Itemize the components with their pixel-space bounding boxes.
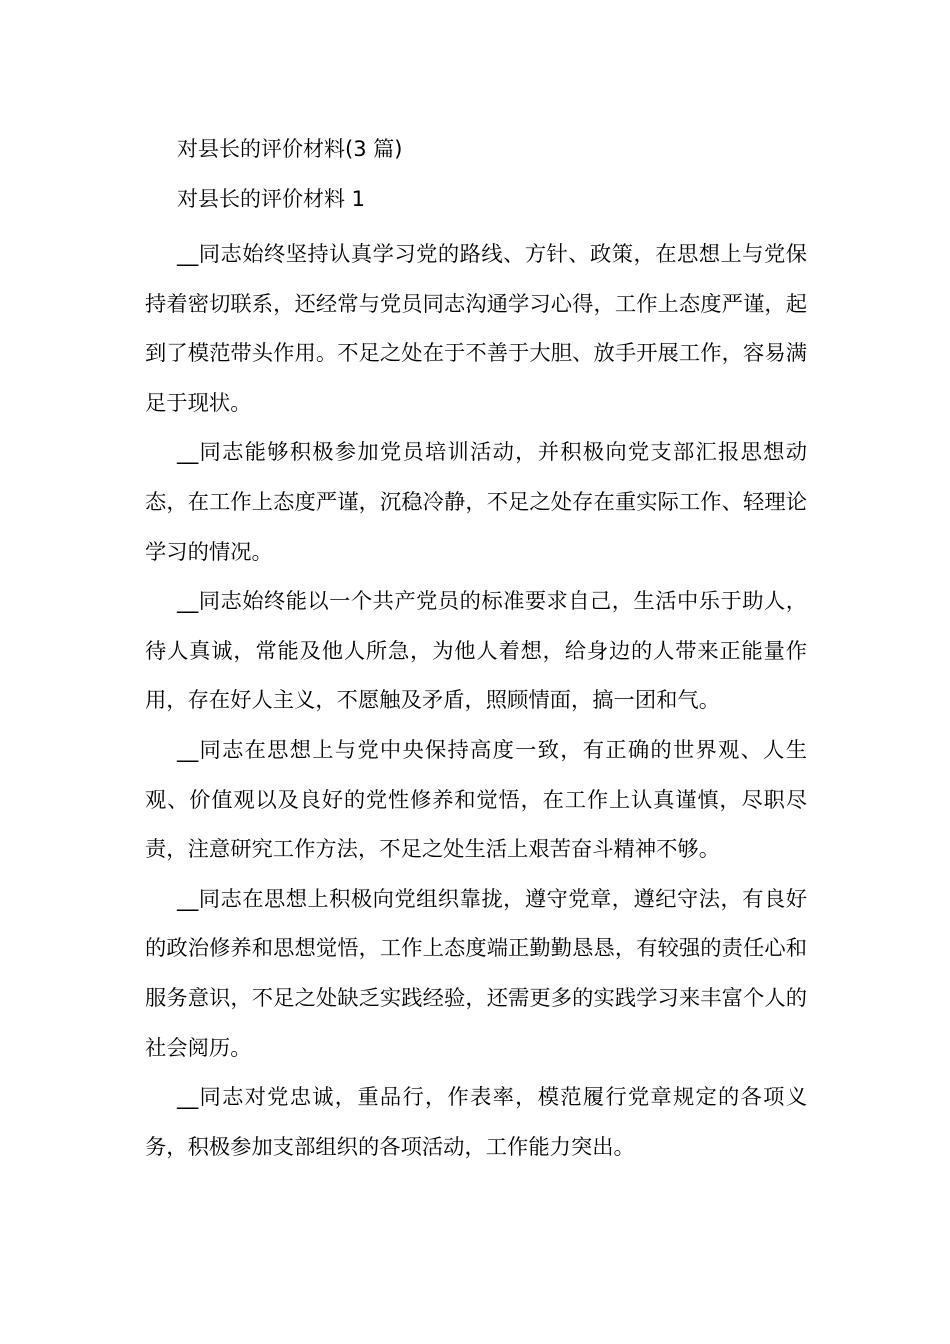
paragraph-2: __同志能够积极参加党员培训活动，并积极向党支部汇报思想动态，在工作上态度严谨，沉稳冷静，不足之处存在重实际工作、轻理论学习的情况。 [145, 440, 807, 565]
paragraph-5: __同志在思想上积极向党组织靠拢，遵守党章，遵纪守法，有良好的政治修养和思想觉悟，工作上态度端正勤勤恳恳，有较强的责任心和服务意识，不足之处缺乏实践经验，还需更多的实践学习来丰富个人的社会阅历。 [145, 886, 807, 1061]
paragraph-4: __同志在思想上与党中央保持高度一致，有正确的世界观、人生观、价值观以及良好的党性修养和觉悟，在工作上认真谨慎，尽职尽责，注意研究工作方法，不足之处生活上艰苦奋斗精神不够。 [145, 737, 807, 863]
section-heading: 对县长的评价材料 1 [177, 187, 366, 211]
paragraph-6: __同志对党忠诚，重品行，作表率，模范履行党章规定的各项义务，积极参加支部组织的各项活动，工作能力突出。 [145, 1085, 807, 1160]
document-body [145, 230, 807, 1172]
paragraph-1: __同志始终坚持认真学习党的路线、方针、政策，在思想上与党保持着密切联系，还经常与党员同志沟通学习心得，工作上态度严谨，起到了模范带头作用。不足之处在于不善于大胆、放手开展工作，容易满足于现状。 [145, 242, 807, 416]
paragraph-3: __同志始终能以一个共产党员的标准要求自己，生活中乐于助人，待人真诚，常能及他人所急，为他人着想，给身边的人带来正能量作用，存在好人主义，不愿触及矛盾，照顾情面，搞一团和气。 [145, 589, 807, 714]
document-title: 对县长的评价材料(3 篇) [177, 137, 403, 161]
